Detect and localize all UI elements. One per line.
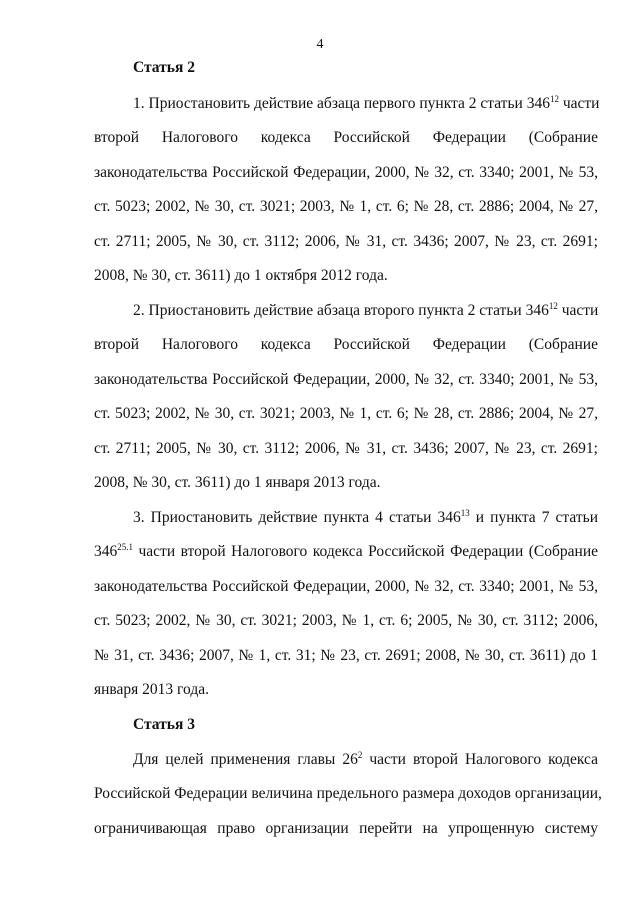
article-2-p3-line-2: $346^{25.1}$ части второй Налогового кодекса Российской Федерации (Собрание bbox=[94, 542, 598, 560]
article-2-heading: Статья 2 bbox=[133, 59, 195, 76]
article-2-p2-line-5: ст. 2711; 2005, № 30, ст. 3112; 2006, № 31, ст. 3436; 2007, № 23, ст. 2691; bbox=[94, 440, 598, 457]
article-2-p1-line-3: законодательства Российской Федерации, 2000, № 32, ст. 3340; 2001, № 53, bbox=[94, 164, 598, 181]
article-3-p1-line-1: Для целей применения главы $26^2$ части второй Налогового кодекса bbox=[133, 750, 598, 768]
article-2-p3-line-4: ст. 5023; 2002, № 30, ст. 3021; 2003, № 1, ст. 6; 2005, № 30, ст. 3112; 2006, bbox=[94, 612, 598, 629]
article-2-p1-line-1: 1. Приостановить действие абзаца первого пункта 2 статьи $346^{12}$ части bbox=[133, 94, 600, 112]
article-3-heading: Статья 3 bbox=[133, 716, 195, 733]
article-2-p1-line-5: ст. 2711; 2005, № 30, ст. 3112; 2006, № 31, ст. 3436; 2007, № 23, ст. 2691; bbox=[94, 233, 598, 250]
article-2-p3-line-3: законодательства Российской Федерации, 2000, № 32, ст. 3340; 2001, № 53, bbox=[94, 578, 598, 595]
article-2-p1-line-2: второй Налогового кодекса Российской Федерации (Собрание bbox=[94, 129, 598, 146]
page-number: 4 bbox=[316, 37, 324, 52]
article-2-p2-line-2: второй Налогового кодекса Российской Федерации (Собрание bbox=[94, 336, 598, 353]
article-2-p2-line-6: 2008, № 30, ст. 3611) до 1 января 2013 года. bbox=[94, 474, 381, 491]
article-3-p1-line-3: ограничивающая право организации перейти на упрощенную систему bbox=[94, 820, 598, 837]
article-2-p2-line-3: законодательства Российской Федерации, 2000, № 32, ст. 3340; 2001, № 53, bbox=[94, 371, 598, 388]
article-3-p1-line-2: Российской Федерации величина предельного размера доходов организации, bbox=[94, 785, 602, 802]
article-2-p2-line-4: ст. 5023; 2002, № 30, ст. 3021; 2003, № 1, ст. 6; № 28, ст. 2886; 2004, № 27, bbox=[94, 405, 598, 422]
article-2-p3-line-1: 3. Приостановить действие пункта 4 статьи $346^{13}$ и пункта 7 статьи bbox=[133, 508, 598, 526]
article-2-p1-line-6: 2008, № 30, ст. 3611) до 1 октября 2012 года. bbox=[94, 267, 388, 284]
article-2-p3-line-5: № 31, ст. 3436; 2007, № 1, ст. 31; № 23, ст. 2691; 2008, № 30, ст. 3611) до 1 bbox=[94, 647, 598, 664]
article-2-p2-line-1: 2. Приостановить действие абзаца второго пункта 2 статьи $346^{12}$ части bbox=[133, 301, 599, 319]
article-2-p3-line-6: января 2013 года. bbox=[94, 681, 209, 698]
article-2-p1-line-4: ст. 5023; 2002, № 30, ст. 3021; 2003, № 1, ст. 6; № 28, ст. 2886; 2004, № 27, bbox=[94, 198, 598, 215]
